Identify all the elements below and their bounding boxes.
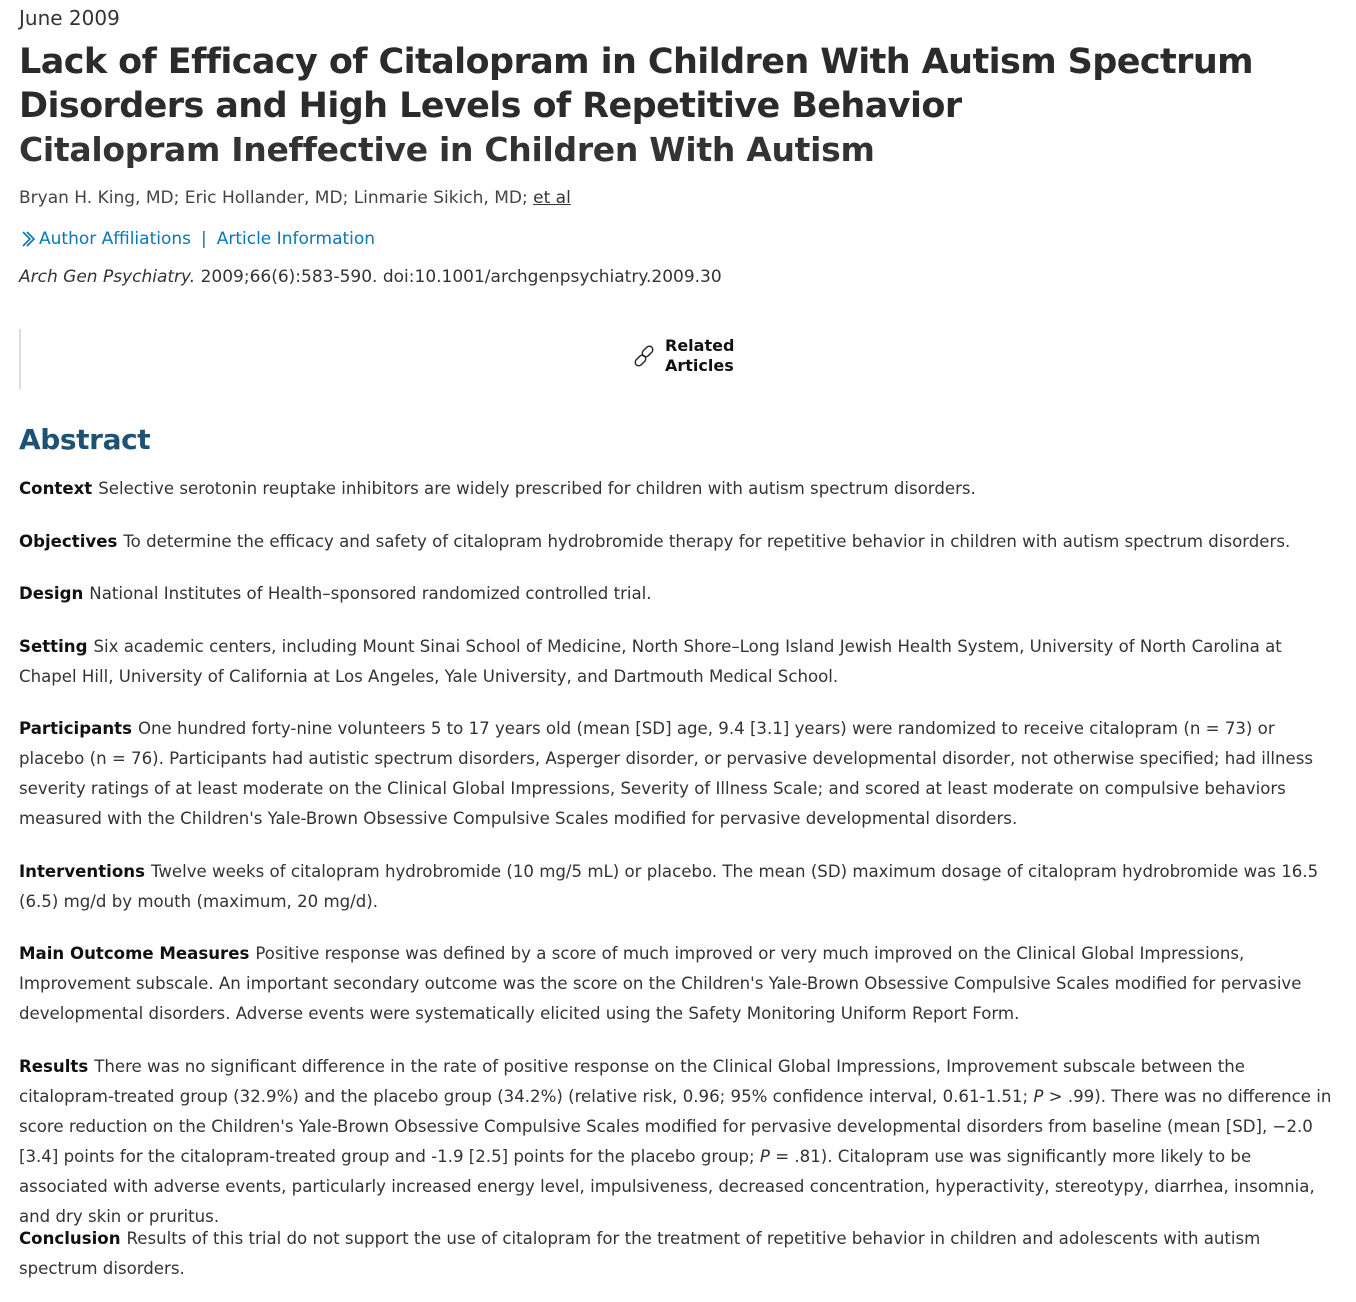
link-icon: [631, 343, 657, 369]
related-articles-label: Related Articles: [665, 336, 735, 375]
section-text: National Institutes of Health–sponsored randomized controlled trial.: [89, 584, 652, 603]
abstract-interventions: [19, 857, 1339, 917]
article-information-link[interactable]: Article Information: [216, 229, 376, 249]
chevron-right-icon[interactable]: [19, 229, 37, 249]
abstract-design: [19, 579, 1339, 609]
section-text: There was no significant difference in the rate of positive response on the Clinical Global Impressions, Improvement subscale between the citalopram-treated group (32.9%) and the placebo group (34.2%) (relative risk, 0.96; 95% confidence interval, 0.61-1.51;: [19, 1057, 1246, 1106]
section-text: Positive response was defined by a score of much improved or very much improved on the Clinical Global Impressions, Improvement subscale. An important secondary outcome was the score on the Children's Yale-Brown Obsessive Compulsive Scales modified for pervasive developmental disorders. Adverse events were systematically elicited using the Safety Monitoring Uniform Report Form.: [19, 944, 1302, 1023]
section-text: Selective serotonin reuptake inhibitors are widely prescribed for children with autism spectrum disorders.: [98, 479, 976, 498]
citation-details: 2009;66(6):583-590. doi:10.1001/archgenpsychiatry.2009.30: [200, 267, 722, 287]
related-articles-button[interactable]: [631, 336, 735, 376]
citation: [19, 265, 722, 289]
et-al-link[interactable]: et al: [533, 188, 571, 208]
author-names: Bryan H. King, MD; Eric Hollander, MD; Linmarie Sikich, MD;: [19, 188, 528, 208]
section-heading: Results: [19, 1057, 89, 1076]
section-heading: Participants: [19, 719, 132, 738]
author-affiliations-link[interactable]: Author Affiliations: [39, 229, 191, 249]
section-text: One hundred forty-nine volunteers 5 to 17 years old (mean [SD] age, 9.4 [3.1] years) were randomized to receive citalopram (n = 73) or placebo (n = 76). Participants had autistic spectrum disorders, Asperger disorder, or pervasive developmental disorder, not otherwise specified; had illness severity ratings of at least moderate on the Clinical Global Impressions, Severity of Illness Scale; and scored at least moderate on compulsive behaviors measured with the Children's Yale-Brown Obsessive Compulsive Scales modified for pervasive developmental disorders.: [19, 719, 1314, 828]
section-text: Twelve weeks of citalopram hydrobromide (10 mg/5 mL) or placebo. The mean (SD) maximum dosage of citalopram hydrobromide was 16.5 (6.5) mg/d by mouth (maximum, 20 mg/d).: [19, 862, 1319, 911]
section-heading: Setting: [19, 637, 88, 656]
abstract-results: [19, 1052, 1339, 1232]
abstract-conclusion: [19, 1224, 1339, 1284]
section-text: > .99). There was no difference in score reduction on the Children's Yale-Brown Obsessive Compulsive Scales modified for pervasive developmental disorders from baseline (mean [SD], −2.0 [3.4] points for the citalopram-treated group and -1.9 [2.5] points for the placebo group;: [19, 1087, 1332, 1166]
article-title: Lack of Efficacy of Citalopram in Children With Autism Spectrum Disorders and High Levels of Repetitive Behavior: [19, 42, 1254, 126]
p-value-symbol: P: [759, 1147, 770, 1166]
section-text: To determine the efficacy and safety of citalopram hydrobromide therapy for repetitive behavior in children with autism spectrum disorders.: [123, 532, 1291, 551]
author-list: [19, 186, 571, 210]
section-heading: Conclusion: [19, 1229, 121, 1248]
section-heading: Main Outcome Measures: [19, 944, 250, 963]
publication-date: June 2009: [19, 6, 120, 30]
section-heading: Context: [19, 479, 93, 498]
link-separator: |: [201, 229, 207, 249]
section-text: Results of this trial do not support the use of citalopram for the treatment of repetitive behavior in children and adolescents with autism spectrum disorders.: [19, 1229, 1261, 1278]
abstract-context: [19, 474, 1339, 504]
article-links: [19, 227, 375, 251]
section-text: = .81). Citalopram use was significantly more likely to be associated with adverse events, particularly increased energy level, impulsiveness, decreased concentration, hyperactivity, stereotypy, diarrhea, insomnia, and dry skin or pruritus.: [19, 1147, 1315, 1226]
section-heading: Interventions: [19, 862, 145, 881]
section-heading: Objectives: [19, 532, 118, 551]
section-heading: Design: [19, 584, 84, 603]
abstract-setting: [19, 632, 1339, 692]
journal-name: Arch Gen Psychiatry.: [19, 267, 196, 287]
abstract-participants: [19, 714, 1339, 834]
abstract-main-outcome-measures: [19, 939, 1339, 1029]
abstract-heading: Abstract: [19, 423, 151, 456]
article-subtitle: Citalopram Ineffective in Children With Autism: [19, 130, 875, 169]
p-value-symbol: P: [1033, 1087, 1044, 1106]
abstract-objectives: [19, 527, 1339, 557]
section-text: Six academic centers, including Mount Sinai School of Medicine, North Shore–Long Island Jewish Health System, University of North Carolina at Chapel Hill, University of California at Los Angeles, Yale University, and Dartmouth Medical School.: [19, 637, 1282, 686]
